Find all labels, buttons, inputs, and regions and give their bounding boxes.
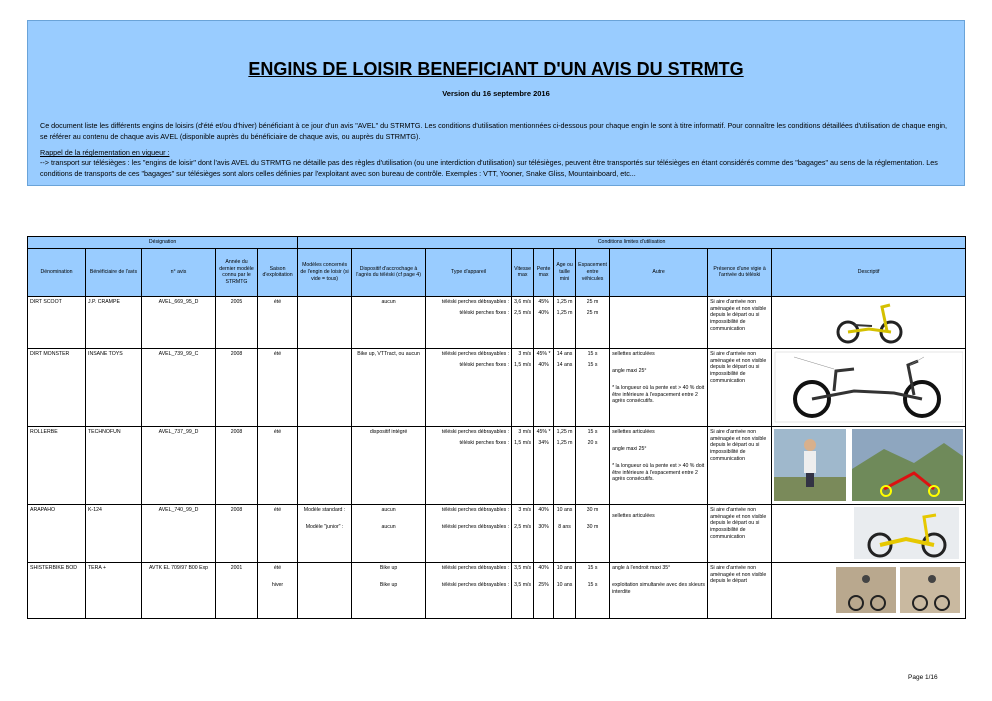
age-line: 14 ans [556, 350, 573, 357]
cell-type [426, 562, 512, 618]
table-row [28, 504, 966, 562]
col-type-appareil: Type d'appareil [426, 248, 512, 296]
intro-text: Ce document liste les différents engins de loisirs (d'été et/ou d'hiver) bénéficiant à ce jour d'un avis "AVEL" du STRMTG. Les conditions d'utilisation mentionnées ci-dessous pour chaque engin le sont à titre informatif. Pour connaître les conditions détaillées d'utilisation de chaque engin, se référer au contenu de chaque avis AVEL (disponible auprès du bénéficiaire de chaque avis, ou auprès du STRMTG). [40, 121, 948, 141]
engins-table [27, 236, 966, 619]
cell-num-avis: AVEL_669_95_D [142, 296, 216, 348]
dispositif-line: Bike up, VTTract, ou aucun [357, 350, 420, 357]
cell-beneficiaire: J.P. CRAMPE [86, 296, 142, 348]
type-line: téléski perches débrayables : [441, 523, 510, 530]
cell-modeles [298, 426, 352, 504]
vitesse-line: 2,5 m/s [514, 523, 532, 530]
age-line: 10 ans [556, 581, 573, 588]
cell-modeles [298, 504, 352, 562]
cell-vigie: Si aire d'arrivée non aménagée et non visible depuis le départ ou si impossibilité de communication [708, 504, 772, 562]
col-denomination: Dénomination [28, 248, 86, 296]
cell-denomination: ARAPAHO [28, 504, 86, 562]
cell-type [426, 504, 512, 562]
age-line: 14 ans [556, 361, 573, 368]
cell-modeles [298, 562, 352, 618]
cell-espacement [576, 426, 610, 504]
cell-autre [610, 296, 708, 348]
cell-autre [610, 504, 708, 562]
table-row [28, 426, 966, 504]
autre-line: angle maxi 25° [612, 445, 647, 452]
cell-saison: été [258, 426, 298, 504]
cell-age [554, 426, 576, 504]
cell-modeles [298, 348, 352, 426]
type-line: téléski perches fixes : [459, 439, 510, 446]
scooter-photo [774, 299, 963, 345]
cell-descriptif [772, 562, 966, 618]
cell-age [554, 348, 576, 426]
esp-line: 20 s [587, 439, 598, 446]
arapaho-icon [774, 507, 963, 559]
autre-note: exploitation simultanée avec des skieurs interdite [612, 581, 705, 595]
esp-line: 15 s [587, 361, 598, 368]
cell-vigie: Si aire d'arrivée non aménagée et non visible depuis le départ ou si impossibilité de communication [708, 296, 772, 348]
cell-age [554, 562, 576, 618]
cell-pente [534, 296, 554, 348]
cell-age [554, 296, 576, 348]
pente-line: 30% [538, 523, 549, 530]
cell-beneficiaire: INSANE TOYS [86, 348, 142, 426]
cell-dispositif [352, 296, 426, 348]
autre-note: * la longueur où la pente est > 40 % doit être inférieure à l'espacement entre 2 agrès consécutifs. [612, 462, 705, 483]
cell-vitesse [512, 504, 534, 562]
col-modeles: Modèles concernés de l'engin de loisir (si vide = tous) [298, 248, 352, 296]
cell-espacement [576, 562, 610, 618]
dispositif-line: aucun [381, 298, 396, 305]
autre-line: sellettes articulées [612, 512, 655, 519]
version-label: Version du 16 septembre 2016 [442, 89, 550, 98]
vitesse-line: 3 m/s [518, 428, 532, 435]
esp-line: 25 m [586, 309, 599, 316]
col-pente: Pente max [534, 248, 554, 296]
cell-espacement [576, 296, 610, 348]
cell-annee: 2008 [216, 426, 258, 504]
header-panel [27, 20, 965, 186]
cell-vigie: Si aire d'arrivée non aménagée et non visible depuis le départ [708, 562, 772, 618]
autre-line: sellettes articulées [612, 428, 655, 435]
cell-vitesse [512, 348, 534, 426]
cell-descriptif [772, 426, 966, 504]
dirt-monster-icon [774, 351, 963, 423]
saison-line: été [273, 564, 282, 571]
col-espacement: Espacement entre véhicules [576, 248, 610, 296]
cell-autre [610, 426, 708, 504]
cell-modeles [298, 296, 352, 348]
cell-pente [534, 426, 554, 504]
type-line: téléski perches débrayables : [441, 428, 510, 435]
cell-type [426, 426, 512, 504]
cell-descriptif [772, 296, 966, 348]
age-line: 8 ans [558, 523, 571, 530]
cell-dispositif [352, 562, 426, 618]
cell-dispositif [352, 348, 426, 426]
cell-dispositif [352, 504, 426, 562]
col-saison: Saison d'exploitation [258, 248, 298, 296]
type-line: téléski perches débrayables : [441, 506, 510, 513]
cell-num-avis: AVEL_739_99_C [142, 348, 216, 426]
cell-annee: 2008 [216, 504, 258, 562]
dispositif-line: aucun [381, 523, 396, 530]
cell-type [426, 348, 512, 426]
esp-line: 15 s [587, 350, 598, 357]
col-num-avis: n° avis [142, 248, 216, 296]
cell-vitesse [512, 296, 534, 348]
rappel-title: Rappel de la réglementation en vigueur : [40, 148, 170, 157]
cell-saison [258, 562, 298, 618]
col-dispositif: Dispositif d'accrochage à l'agrès du téléski (cf page 4) [352, 248, 426, 296]
table-row [28, 296, 966, 348]
cell-espacement [576, 348, 610, 426]
group-conditions: Conditions limites d'utilisation [298, 237, 966, 249]
type-line: téléski perches débrayables : [441, 564, 510, 571]
cell-num-avis: AVEL_737_99_D [142, 426, 216, 504]
col-beneficiaire: Bénéficiaire de l'avis [86, 248, 142, 296]
page-title: ENGINS DE LOISIR BENEFICIANT D'UN AVIS DU STRMTG [248, 59, 744, 79]
esp-line: 30 m [586, 523, 599, 530]
pente-line: 25% [538, 581, 549, 588]
dirt-monster-diagram [774, 351, 963, 423]
age-line: 1,25 m [556, 309, 573, 316]
vitesse-line: 3 m/s [518, 350, 532, 357]
esp-line: 30 m [586, 506, 599, 513]
pente-line: 40% [538, 361, 549, 368]
cell-annee: 2001 [216, 562, 258, 618]
table-row [28, 562, 966, 618]
cell-descriptif [772, 504, 966, 562]
vitesse-line: 2,5 m/s [514, 309, 532, 316]
type-line: téléski perches fixes : [459, 309, 510, 316]
pente-line: 45% * [536, 428, 551, 435]
rollerbe-icon [774, 429, 963, 501]
cell-descriptif [772, 348, 966, 426]
cell-beneficiaire: TECHNOFUN [86, 426, 142, 504]
age-line: 10 ans [556, 564, 573, 571]
cell-espacement [576, 504, 610, 562]
table-row [28, 348, 966, 426]
cell-dispositif [352, 426, 426, 504]
cell-autre [610, 562, 708, 618]
type-line: téléski perches fixes : [459, 361, 510, 368]
cell-num-avis: AVTK EL 709/97 B00 Exp [142, 562, 216, 618]
rappel-text: --> transport sur télésièges : les "engins de loisir" dont l'avis AVEL du STRMTG ne détaille pas des règles d'utilisation (ou une interdiction d'utilisation) sur télésièges, peuvent être transportés sur télésièges en étant considérés comme des "bagages" au sens de la réglementation. Les conditions de transports de ces "bagages" sur télésièges sont alors celles définies par l'exploitant avec son bureau de contrôle. Exemples : VTT, Yooner, Snake Gliss, Mountainboard, etc... [40, 158, 938, 178]
esp-line: 25 m [586, 298, 599, 305]
pente-line: 45% * [536, 350, 551, 357]
pente-line: 40% [538, 564, 549, 571]
dispositif-line: dispositif intégré [369, 428, 408, 435]
cell-vigie: Si aire d'arrivée non aménagée et non visible depuis le départ ou si impossibilité de communication [708, 348, 772, 426]
cell-beneficiaire: K-124 [86, 504, 142, 562]
cell-pente [534, 504, 554, 562]
age-line: 1,25 m [556, 428, 573, 435]
cell-annee: 2008 [216, 348, 258, 426]
vitesse-line: 3,5 m/s [514, 564, 532, 571]
arapaho-photo [774, 507, 963, 559]
cell-denomination: DIRT MONSTER [28, 348, 86, 426]
age-line: 10 ans [556, 506, 573, 513]
dispositif-line: aucun [381, 506, 396, 513]
cell-vitesse [512, 562, 534, 618]
rollerbe-photo [774, 429, 963, 501]
autre-line: sellettes articulées [612, 350, 655, 357]
col-annee: Année du dernier modèle connu par le STRMTG [216, 248, 258, 296]
type-line: téléski perches débrayables : [441, 581, 510, 588]
pente-line: 34% [538, 439, 549, 446]
cell-num-avis: AVEL_740_99_D [142, 504, 216, 562]
col-vigie: Présence d'une vigie à l'arrivée du téléski [708, 248, 772, 296]
cell-denomination: SHISTERBIKE BOD [28, 562, 86, 618]
autre-line: angle à l'endroit maxi 35° [612, 564, 671, 571]
cell-saison: été [258, 504, 298, 562]
col-age: Age ou taille mini [554, 248, 576, 296]
type-line: téléski perches débrayables : [441, 298, 510, 305]
cell-saison: été [258, 296, 298, 348]
autre-note: * la longueur où la pente est > 40 % doit être inférieure à l'espacement entre 2 agrès consécutifs. [612, 384, 705, 405]
scooter-icon [774, 299, 963, 345]
col-descriptif: Descriptif [772, 248, 966, 296]
shisterbike-photo [774, 565, 963, 615]
cell-denomination: ROLLERBE [28, 426, 86, 504]
pente-line: 40% [538, 309, 549, 316]
cell-saison: été [258, 348, 298, 426]
age-line: 1,25 m [556, 439, 573, 446]
vitesse-line: 3,5 m/s [514, 581, 532, 588]
pente-line: 45% [538, 298, 549, 305]
cell-denomination: DIRT SCOOT [28, 296, 86, 348]
cell-type [426, 296, 512, 348]
esp-line: 15 s [587, 564, 598, 571]
group-designation: Désignation [28, 237, 298, 249]
shisterbike-icon [774, 565, 963, 615]
page-number: Page 1/16 [908, 674, 938, 681]
vitesse-line: 3,6 m/s [514, 298, 532, 305]
modele-line: Modèle standard : [303, 506, 346, 513]
modele-line: Modèle "junior" : [305, 523, 344, 530]
cell-pente [534, 562, 554, 618]
age-line: 1,25 m [556, 298, 573, 305]
cell-vigie: Si aire d'arrivée non aménagée et non visible depuis le départ ou si impossibilité de communication [708, 426, 772, 504]
pente-line: 40% [538, 506, 549, 513]
col-vitesse: Vitesse max [512, 248, 534, 296]
vitesse-line: 1,5 m/s [514, 439, 532, 446]
esp-line: 15 s [587, 428, 598, 435]
cell-beneficiaire: TERA + [86, 562, 142, 618]
cell-pente [534, 348, 554, 426]
dispositif-line: Bike up [379, 581, 398, 588]
cell-annee: 2005 [216, 296, 258, 348]
autre-line: angle maxi 25° [612, 367, 647, 374]
cell-age [554, 504, 576, 562]
col-autre: Autre [610, 248, 708, 296]
saison-line: hiver [271, 581, 284, 588]
esp-line: 15 s [587, 581, 598, 588]
cell-vitesse [512, 426, 534, 504]
vitesse-line: 3 m/s [518, 506, 532, 513]
cell-autre [610, 348, 708, 426]
vitesse-line: 1,5 m/s [514, 361, 532, 368]
type-line: téléski perches débrayables : [441, 350, 510, 357]
dispositif-line: Bike up [379, 564, 398, 571]
